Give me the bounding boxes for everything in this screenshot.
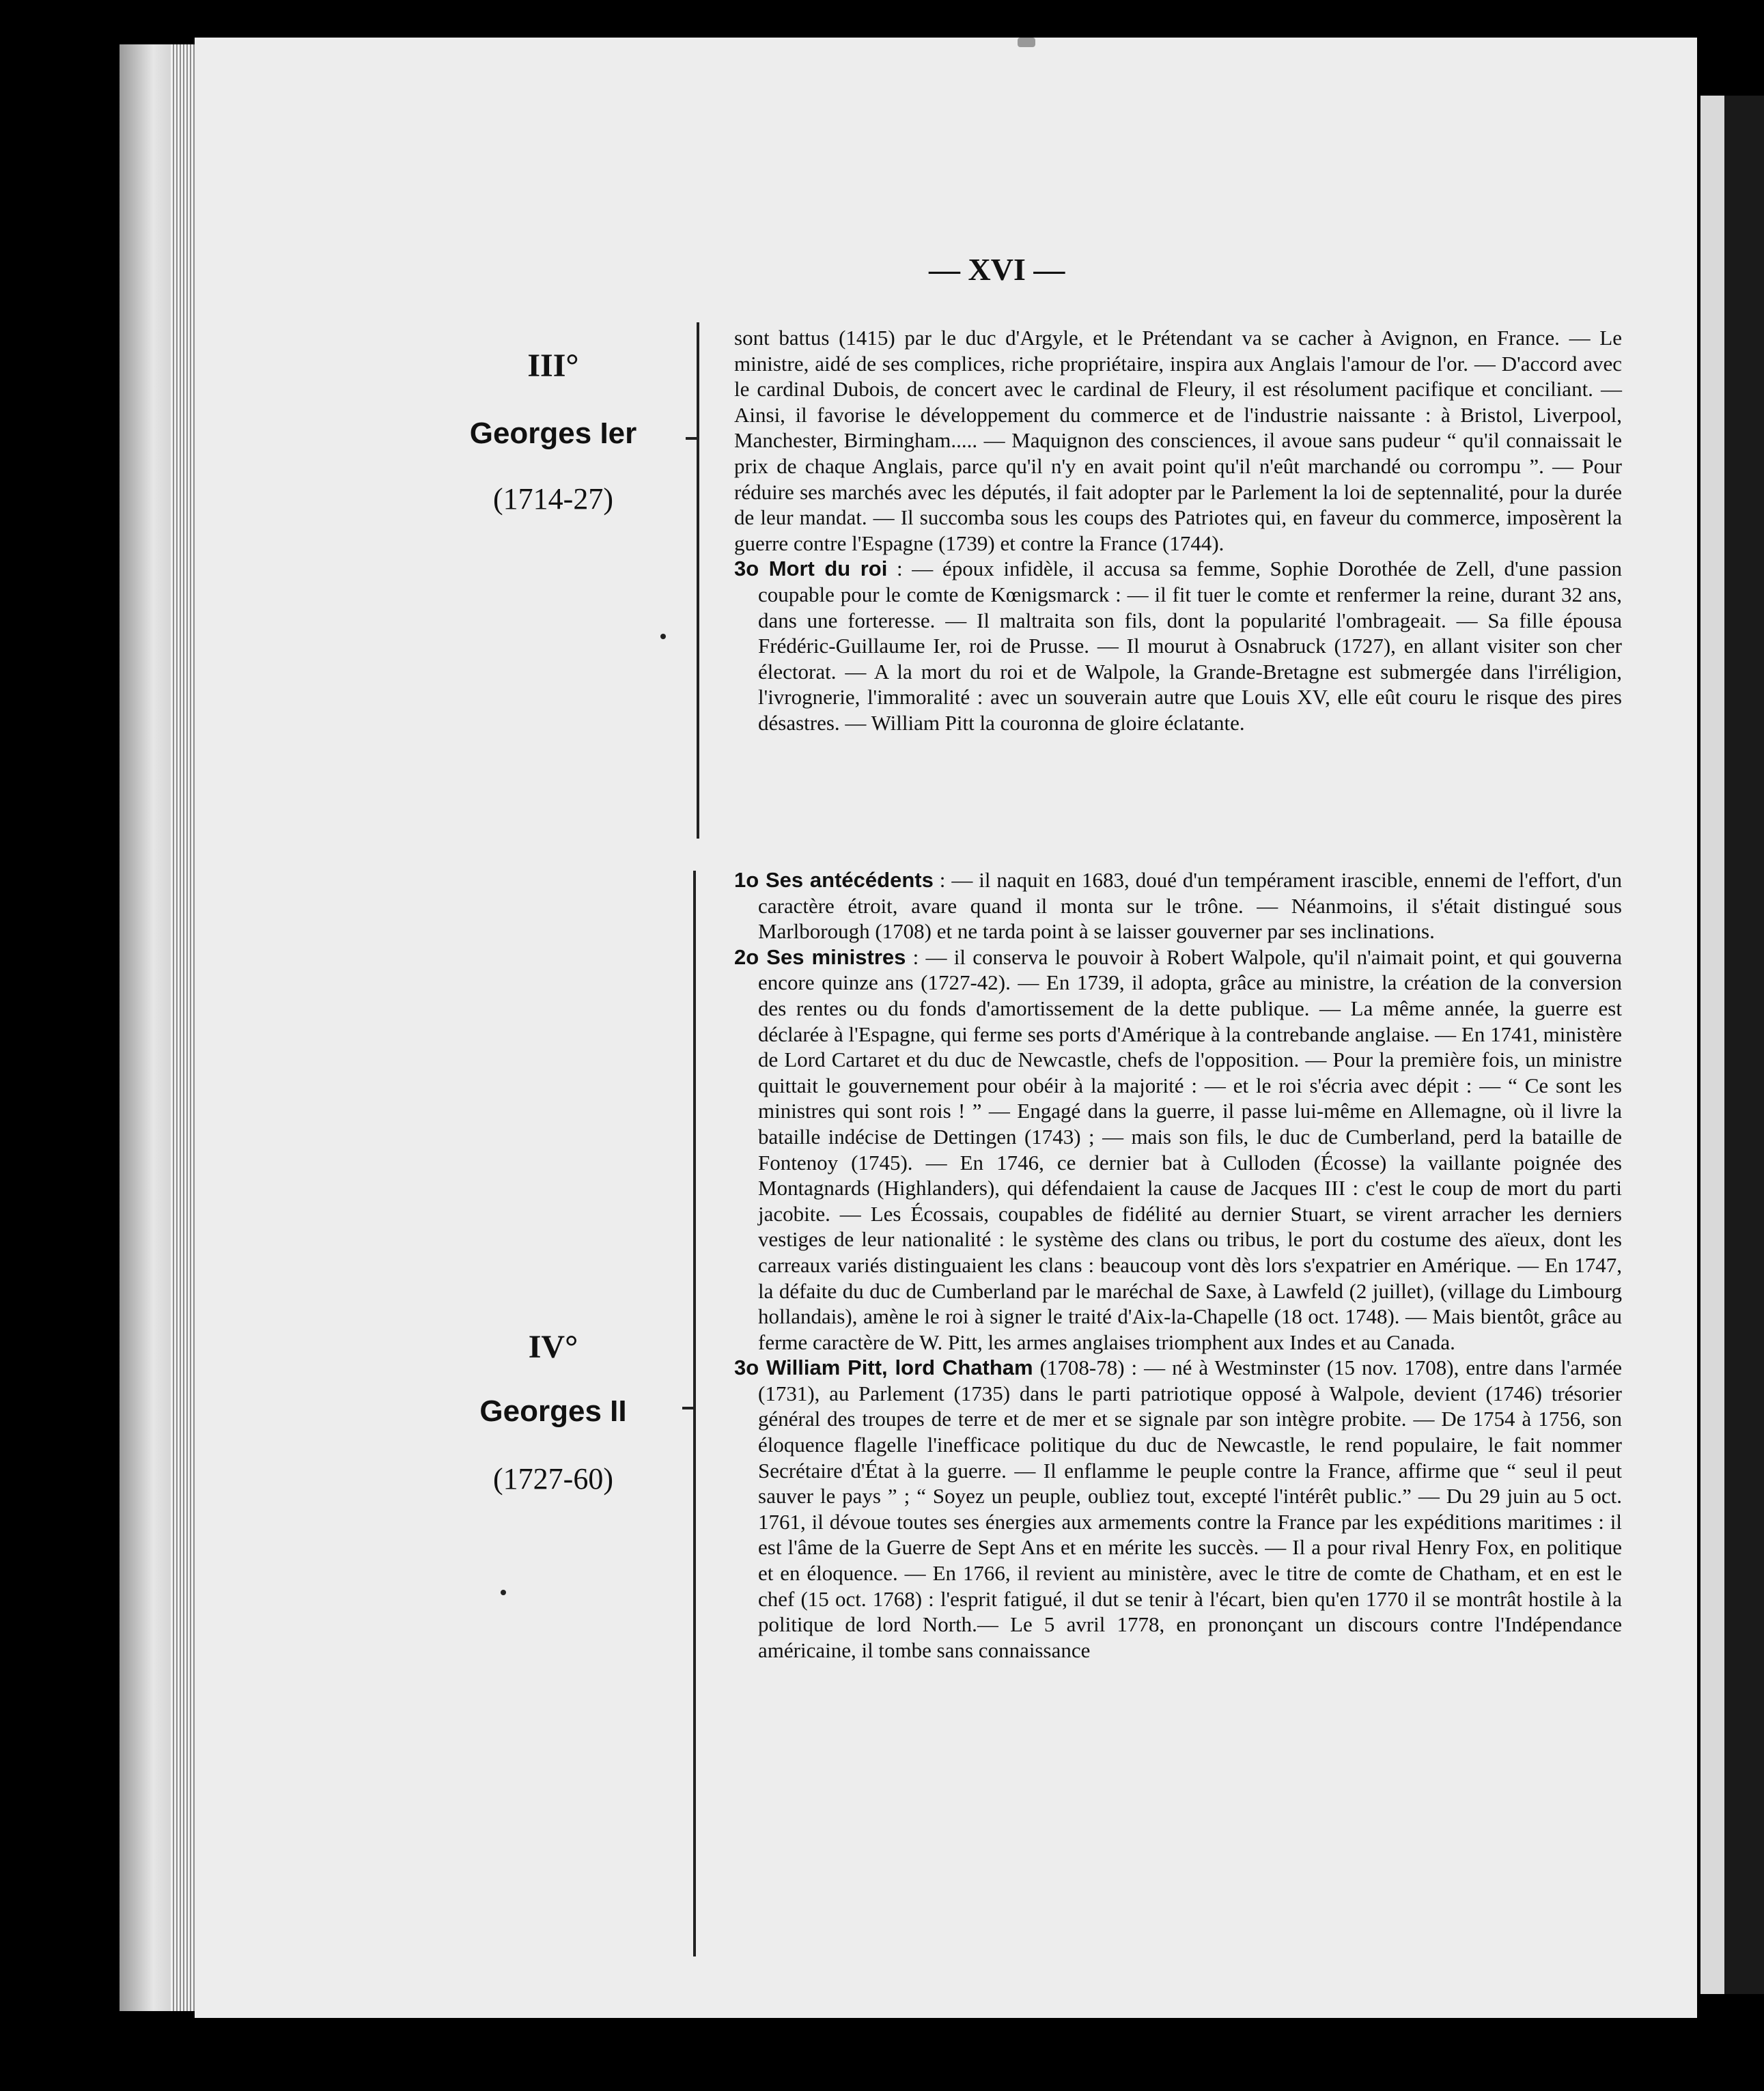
- paragraph: sont battus (1415) par le duc d'Argyle, et le Prétendant va se cacher à Avignon, en France. — Le ministre, aidé de ses complices, riche propriétaire, inspira aux Anglais l'amour de l'or. — D'accord avec le cardinal Dubois, de concert avec le cardinal de Fleury, il est résolument pacifique et conciliant. — Ainsi, il favorise le développement du commerce et de l'industrie naissante : à Bristol, Liverpool, Manchester, Birmingham..... — Maquignon des consciences, il avoue sans pudeur “ qu'il connaissait le prix de chaque Anglais, parce qu'il n'y en avait point qu'il n'eût marchandé ou corrompu ”. — Pour réduire ses marchés avec les députés, il fait adopter par le Parlement la loi de septennalité, pour la durée de leur mandat. — Il succomba sous les coups des Patriotes qui, en faveur du commerce, imposèrent la guerre contre l'Espagne (1739) et contre la France (1744).: [734, 326, 1622, 555]
- section-dates: (1714-27): [493, 482, 613, 516]
- item-heading: 2o Ses ministres: [734, 944, 906, 969]
- scan-background: [1724, 96, 1764, 1994]
- list-item: [734, 1355, 1622, 1663]
- reign-text-george-ii: [734, 867, 1622, 1663]
- brace: [693, 871, 696, 1956]
- brace-point: [682, 1407, 693, 1409]
- section-numeral: IV°: [528, 1329, 578, 1365]
- item-body: : — il conserva le pouvoir à Robert Walpole, qu'il n'aimait point, et qui gouverna encore quinze ans (1727-42). — En 1739, il adopta, grâce au ministre, la création de la conversion des rentes ou du fonds d'amortissement de la dette publique. — La même année, la guerre est déclarée à l'Espagne, qui ferme ses ports d'Amérique à la contrebande anglaise. — En 1741, ministère de Lord Cartaret et du duc de Newcastle, chefs de l'opposition. — Pour la première fois, un ministre quittait le gouvernement pour obéir à la majorité : — et le roi s'écria avec dépit : — “ Ce sont les ministres qui sont rois ! ” — Engagé dans la guerre, il passe lui-même en Allemagne, où il livre la bataille indécise de Dettingen (1743) ; — mais son fils, le duc de Cumberland, perd la bataille de Fontenoy (1745). — En 1746, ce dernier bat à Culloden (Écosse) la vaillante poignée des Montagnards (Highlanders), qui défendaient la cause de Jacques III : c'est le coup de mort du parti jacobite. — Les Écossais, coupables de fidélité au dernier Stuart, se virent arracher les derniers vestiges de leur nationalité : le système des clans ou tribus, le port du costume des aïeux, dont les carreaux variés distinguaient les clans : beaucoup vont dès lors s'expatrier en Amérique. — En 1747, la défaite du duc de Cumberland par le maréchal de Saxe, à Lawfeld (2 juillet), (village du Limbourg hollandais), amène le roi à signer le traité d'Aix-la-Chapelle (18 oct. 1748). — Mais bientôt, grâce au ferme caractère de W. Pitt, les armes anglaises triomphent aux Indes et au Canada.: [758, 944, 1623, 1354]
- page-edges: [171, 44, 195, 2011]
- item-body: : — il naquit en 1683, doué d'un tempérament irascible, ennemi de l'effort, d'un caractère étroit, avare quand il monta sur le trône. — Néanmoins, il s'était distingué sous Marlborough (1708) et ne tarda point à se laisser gouverner par ses inclinations.: [758, 868, 1623, 944]
- section-title: Georges Ier: [469, 417, 637, 450]
- item-body: : — époux infidèle, il accusa sa femme, Sophie Dorothée de Zell, d'une passion coupable pour le comte de Kœnigsmarck : — il fit tuer le comte et renfermer la reine, durant 32 ans, dans une forteresse. — Il maltraita son fils, dont la popularité l'ombrageait. — Sa fille épousa Frédéric-Guillaume Ier, roi de Prusse. — Il mourut à Osnabruck (1727), en allant visiter son cher électorat. — A la mort du roi et de Walpole, la Grande-Bretagne est submergée dans l'irréligion, l'ivrognerie, l'immoralité : avec un souverain autre que Louis XV, elle eût couru le risque des pires désastres. — William Pitt la couronna de gloire éclatante.: [758, 557, 1622, 735]
- scan-mark: [1018, 38, 1035, 47]
- item-heading: 3o Mort du roi: [734, 557, 888, 581]
- list-item: [734, 944, 1622, 1356]
- brace: [697, 322, 699, 839]
- brace-point: [686, 437, 697, 440]
- next-page-edge: [1700, 96, 1728, 1994]
- section-numeral: III°: [527, 348, 579, 384]
- section-title: Georges II: [479, 1394, 627, 1428]
- margin-dot: [660, 634, 666, 639]
- reign-text-george-i: [734, 325, 1622, 736]
- margin-dot: [501, 1590, 506, 1595]
- list-item: [734, 867, 1622, 944]
- section-dates: (1727-60): [493, 1462, 613, 1496]
- list-item: [734, 556, 1622, 735]
- item-heading: 1o Ses antécédents: [734, 868, 934, 892]
- page-number: — XVI —: [929, 252, 1065, 287]
- item-body: (1708-78) : — né à Westminster (15 nov. 1708), entre dans l'armée (1731), au Parlement (1735) dans le parti patriotique opposé à Walpole, devient (1746) trésorier général des troupes de terre et de mer et se signale par son intègre probite. — De 1754 à 1756, son éloquence flagelle l'inefficace politique du duc de Newcastle, le rend populaire, le fait nommer Secrétaire d'État à la guerre. — Il enflamme le peuple contre la France, affirme que “ seul il peut sauver le pays ” ; “ Soyez un peuple, oubliez tout, excepté l'intérêt public.” — Du 29 juin au 5 oct. 1761, il dévoue toutes ses énergies aux armements contre la France par les expéditions maritimes : il est l'âme de la Guerre de Sept Ans et en mérite les succès. — Il a pour rival Henry Fox, en politique et en éloquence. — En 1766, il revient au ministère, avec le titre de comte de Chatham, et en est le chef (15 oct. 1768) : l'esprit fatigué, il dut se tenir à l'écart, bien qu'en 1770 il se montrât hostile à la politique de lord North.— Le 5 avril 1778, en prononçant un discours contre l'Indépendance américaine, il tombe sans connaissance: [758, 1356, 1623, 1662]
- item-heading: 3o William Pitt, lord Chatham: [734, 1356, 1033, 1380]
